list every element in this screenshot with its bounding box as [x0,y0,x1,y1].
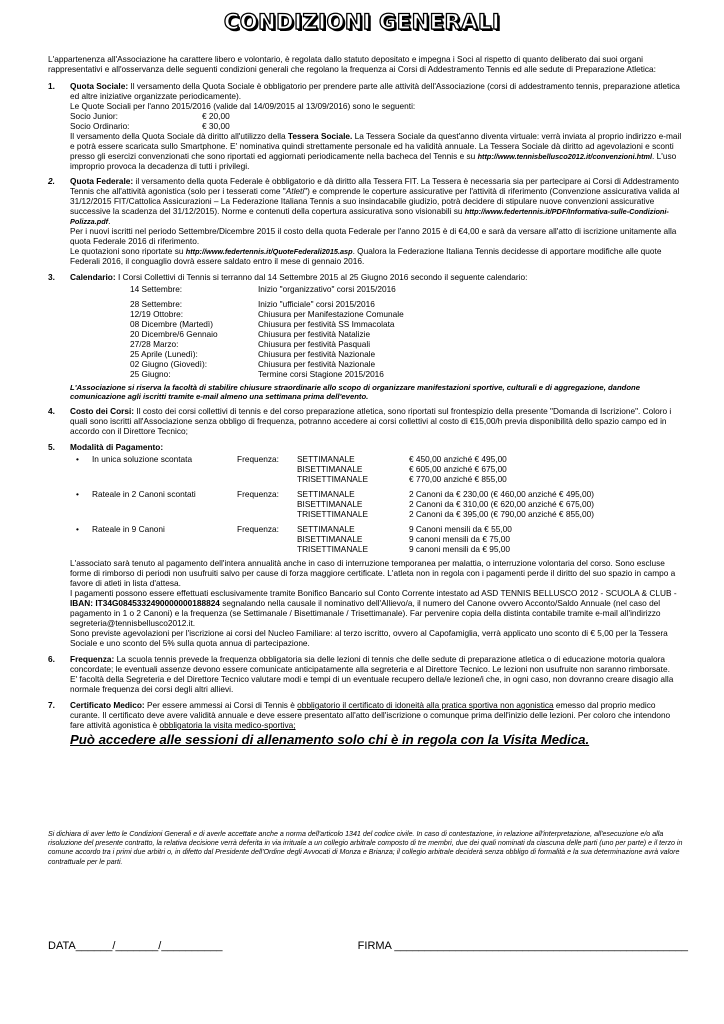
fee-row-junior [70,112,686,122]
bullet-icon: • [76,523,79,534]
payment-period: TRISETTIMANALE [297,543,368,554]
payment-period: BISETTIMANALE [297,498,363,509]
section-paragraph [70,655,686,675]
calendar-desc: Chiusura per Manifestazione Comunale [258,308,404,319]
payment-frequency-label: Frequenza: [237,488,279,499]
section-calendario [48,273,686,401]
bullet-icon: • [76,453,79,464]
calendar-desc: Inizio "ufficiale" corsi 2015/2016 [258,298,375,309]
section-costo-corsi [48,407,686,437]
section-paragraph [70,82,686,102]
signature-field[interactable]: FIRMA ________________________________________________ [357,940,688,952]
payment-amount: € 605,00 anziché € 675,00 [409,463,507,474]
section-paragraph: E' facoltà della Segreteria e del Direttore Tecnico valutare modi e tempi di un eventuale recupero della/e lezione/i che, in ogni caso, non dovranno creare disagio alla normale frequenza dei corsi degli altri allievi. [70,673,674,694]
payment-amount: 9 Canoni mensili da € 55,00 [409,523,512,534]
iban-value: IBAN: IT34G0845332490000000188824 [70,598,220,609]
section-certificato-medico [48,701,686,748]
calendar-desc: Chiusura per festività Natalizie [258,328,371,339]
calendar-row [130,310,686,320]
payment-amounts [409,490,686,520]
payment-period: SETTIMANALE [297,523,355,534]
date-field[interactable]: DATA______/_______/__________ [48,940,223,952]
section-text: emesso dal proprio medico curante. Il certificato deve avere validità annuale e deve essere presentato all'atto dell'iscrizione o comunque prima dell'inizio delle lezioni. Per coloro che intendono fare attività agonistica è [70,699,671,730]
calendar-row [130,340,686,350]
section-heading: Costo dei Corsi: [70,406,135,417]
calendar-date: 12/19 Ottobre: [130,308,184,319]
calendar-desc: Inizio "organizzativo" corsi 2015/2016 [258,284,396,295]
payment-amount: € 770,00 anziché € 855,00 [409,473,507,484]
section-text: Le quotazioni sono riportate su [70,246,186,257]
section-quota-federale [48,177,686,267]
section-paragraph [70,407,686,437]
payment-amount: 9 canoni mensili da € 75,00 [409,533,511,544]
section-heading: Certificato Medico: [70,699,145,710]
section-paragraph [70,443,686,453]
payment-frequency-label: Frequenza: [237,453,279,464]
section-paragraph [70,177,686,227]
calendar-table [130,285,686,380]
section-number: 6. [48,654,55,665]
calendar-date: 25 Aprile (Lunedì): [130,348,198,359]
legal-declaration: Si dichiara di aver letto le Condizioni Generali e di averle accettate anche a norma dell'articolo 1341 del codice civile. In caso di contestazione, in relazione all'interpretazione, all'esecuzione e/o alla risoluzione del presente contratto, la relativa decisione verrà deferita in via irrituale a un collegio arbitrale composto di tre membri, due dei quali nominati da ciascuna delle parti (uno per parte) e il terzo in comune accordo tra i primi due arbitri o, in difetto dal Presidente dell'Ordine degli Avvocati di Monza e Brianza; il collegio arbitrale deciderà senza obbligo di formalità e la sua determinazione avrà valore contrattuale per le parti. [48,830,683,866]
section-paragraph [70,701,686,731]
fee-value: € 30,00 [202,120,230,131]
section-paragraph [70,589,686,629]
payment-periods [297,490,409,520]
section-heading: Frequenza: [70,654,115,665]
document-title: CONDIZIONI GENERALI [223,10,501,34]
section-number: 7. [48,699,55,710]
calendar-date: 25 Giugno: [130,368,171,379]
payment-period: TRISETTIMANALE [297,473,368,484]
section-text: La scuola tennis prevede la frequenza obbligatoria sia delle lezioni di tennis che delle sedute di preparazione atletica o di educazione motoria qualora concordate; le eventuali assenze devono essere comunicate anticipatamente alla segreteria e al Direttore Tecnico. Le lezioni non usufruite non saranno rimborsate. [70,654,670,674]
quote-federali-link[interactable]: http://www.federtennis.it/QuoteFederali2015.asp [185,247,353,257]
section-text-emphasis: Atleti [285,186,305,197]
payment-period: TRISETTIMANALE [297,508,368,519]
section-text: Il versamento della Quota Sociale dà diritto all'utilizzo della [70,130,288,141]
calendar-desc: Chiusura per festività SS Immacolata [258,318,395,329]
calendar-row [130,330,686,340]
section-number: 4. [48,406,55,417]
section-text-underlined: obbligatoria la visita medico-sportiva; [159,719,296,730]
section-paragraph [70,273,686,283]
payment-period: SETTIMANALE [297,488,355,499]
calendar-desc: Chiusura per festività Nazionale [258,358,376,369]
fee-value: € 20,00 [202,110,230,121]
fee-label: Socio Junior: [70,110,118,121]
section-text: . L'uso improprio provoca la decadenza di tutti i privilegi. [70,150,677,171]
section-text: ") e comprende le coperture assicurative per l'attività di riferimento (Convenzione assicurativa valida al 31/12/2015 FIT/Cattolica Assicurazioni – La Federazione Italiana Tennis a suo insindacabile giudizio, potrà decidere di stipulare nuove convenzioni assicurative successive la scadenza del 31/12/2015). Norme e contenuti della copertura assicurativa sono visionabili su [70,186,680,217]
section-heading: Quota Federale: [70,176,134,187]
calendar-desc: Termine corsi Stagione 2015/2016 [258,368,384,379]
calendar-date: 28 Settembre: [130,298,183,309]
convenzioni-link[interactable]: http://www.tennisbellusco2012.it/convenzioni.html [477,151,653,161]
section-text: I Corsi Collettivi di Tennis si terranno dal 14 Settembre 2015 al 25 Giugno 2016 secondo il seguente calendario: [115,272,528,283]
section-modalita-pagamento [48,443,686,649]
bullet-icon: • [76,488,79,499]
section-paragraph: L'associato sarà tenuto al pagamento dell'intera annualità anche in caso di interruzione temporanea per malattia, o interruzione volontaria del corso. Sono escluse forme di rimborso di periodi non usufruiti salvo per cause di forza maggiore certificate. L'atleta non in regola con i pagamenti perde il diritto del suo spazio in campo a favore di atleti in lista d'attesa. [70,558,676,589]
section-text: . Qualora la Federazione Italiana Tennis decidesse di apportare modifiche alle quote Federali 2016, il conguaglio dovrà essere saldato entro il mese di gennaio 2016. [70,246,662,267]
calendar-date: 14 Settembre: [130,284,183,295]
section-paragraph [70,247,686,267]
section-paragraph: Per i nuovi iscritti nel periodo Settembre/Dicembre 2015 il costo della quota Federale per l'anno 2015 è di €4,00 e sarà da versare all'atto di iscrizione unitamente alla quota Federale 2016 di riferimento. [70,226,677,247]
payment-period: SETTIMANALE [297,453,355,464]
polizza-link[interactable]: http://www.federtennis.it/PDF/Informativa-sulle-Condizioni-Polizza.pdf [70,207,669,227]
section-heading: Quota Sociale: [70,80,129,91]
section-heading: Modalità di Pagamento: [70,441,164,452]
payment-option-unica [70,455,686,485]
payment-amount: 2 Canoni da € 310,00 (€ 620,00 anziché € 675,00) [409,498,594,509]
section-text: Il costo dei corsi collettivi di tennis e del corso preparazione atletica, sono riportati sul frontespizio della presente "Domanda di Iscrizione". Coloro i quali sono iscritti all'Associazione senza obbligo di frequenza, potranno accedere ai corsi collettivi al costo di €15,00/h previa disponibilità dello spazio campo ed in accordo con il Direttore Tecnico; [70,406,672,436]
section-paragraph [70,132,686,172]
calendar-date: 27/28 Marzo: [130,338,179,349]
signature-area [48,940,688,953]
section-text: Il versamento della Quota Sociale è obbligatorio per prendere parte alle attività dell'Associazione (corsi di addestramento tennis, preparazione atletica ed altre iniziative organizzate periodicamente). [70,80,680,101]
tessera-sociale-label: Tessera Sociale. [287,130,353,141]
payment-amount: 2 Canoni da € 395,00 (€ 790,00 anziché € 855,00) [409,508,594,519]
payment-option-2-canoni [70,490,686,520]
payment-amount: € 450,00 anziché € 495,00 [409,453,507,464]
section-text: Per essere ammessi ai Corsi di Tennis è [144,699,298,710]
payment-option-label: Rateale in 2 Canoni scontati [92,488,196,499]
section-paragraph: Le Quote Sociali per l'anno 2015/2016 (valide dal 14/09/2015 al 13/09/2016) sono le seguenti: [70,100,416,111]
payment-amount: 2 Canoni da € 230,00 (€ 460,00 anziché € 495,00) [409,488,594,499]
section-text: il versamento della quota Federale è obbligatorio e dà diritto alla Tessera FIT. La Tessera è necessaria sia per partecipare ai Corsi di Addestramento Tennis che all'attività agonistica (solo per i tesserati come " [70,176,679,197]
calendar-note: L'Associazione si riserva la facoltà di stabilire chiusure straordinarie allo scopo di organizzare manifestazioni sportive, culturali e di aggregazione, dandone comunicazione agli iscritti tramite e-mail almeno una settimana prima dell'evento. [70,382,641,401]
section-text: . [108,216,111,227]
calendar-desc: Chiusura per festività Nazionale [258,348,376,359]
payment-options [70,455,686,555]
calendar-date: 02 Giugno (Giovedì): [130,358,208,369]
calendar-row [130,285,686,295]
fee-label: Socio Ordinario: [70,120,130,131]
section-quota-sociale [48,82,686,172]
calendar-date: 08 Dicembre (Martedì) [130,318,213,329]
section-frequenza [48,655,686,695]
payment-amount: 9 canoni mensili da € 95,00 [409,543,511,554]
section-text: segnalando nella causale il nominativo dell'Allievo/a, il numero del Canone ovvero Acconto/Saldo Annuale (nel caso del pagamento in 1 o 2 Canoni) e la frequenza (se Settimanale / Bisettimanale / Trisettimanale). Far pervenire copia della distinta contabile tramite e-mail all'indirizzo segreteria@tennisbellusco2012.it. [70,598,661,629]
medical-visit-notice: Può accedere alle sessioni di allenamento solo chi è in regola con la Visita Medica. [70,731,590,747]
calendar-desc: Chiusura per festività Pasquali [258,338,371,349]
calendar-row [130,300,686,310]
payment-option-label: Rateale in 9 Canoni [92,523,165,534]
section-number: 5. [48,441,55,452]
section-text: I pagamenti possono essere effettuati esclusivamente tramite Bonifico Bancario sul Conto Corrente intestato ad ASD TENNIS BELLUSCO 2012 - SCUOLA & CLUB - [70,588,677,599]
payment-periods [297,525,409,555]
payment-period: BISETTIMANALE [297,463,363,474]
payment-option-9-canoni [70,525,686,555]
calendar-row [130,370,686,380]
payment-period: BISETTIMANALE [297,533,363,544]
calendar-date: 20 Dicembre/6 Gennaio [130,328,218,339]
payment-amounts [409,525,686,555]
calendar-row [130,350,686,360]
section-number: 1. [48,80,55,91]
section-number: 3. [48,272,55,283]
calendar-row [130,360,686,370]
payment-option-label: In unica soluzione scontata [92,453,193,464]
intro-paragraph: L'appartenenza all'Associazione ha carattere libero e volontario, è regolata dallo statuto depositato e impegna i Soci al rispetto di quanto deliberato dai suoi organi rappresentativi e all'osservanza delle seguenti condizioni generali che regolano la frequenza ai Corsi di Addestramento Tennis ed alle sedute di Preparazione Atletica: [48,54,656,74]
section-number: 2. [48,176,55,187]
section-text: La Tessera Sociale da quest'anno diventa virtuale: verrà inviata al proprio indirizzo e-mail e potrà essere scaricata sullo Smartphone. E' nominativa quindi strettamente personale ed ha validità annuale. La Tessera Sociale dà diritto ad agevolazioni e sconti presso gli esercizi convenzionati che sono riportati ed aggiornati periodicamente nella bacheca del Tennis e su [70,130,682,161]
payment-amounts [409,455,686,485]
payment-periods [297,455,409,485]
document-body [48,55,686,754]
section-heading: Calendario: [70,272,116,283]
section-paragraph: Sono previste agevolazioni per l'iscrizione ai corsi del Nucleo Familiare: al terzo iscritto, ovvero al Capofamiglia, verrà applicato uno sconto di € 5,00 per la Tessera Sociale e uno sconto del 5% sulla quota annua di partecipazione. [70,628,668,649]
section-text-underlined: obbligatorio il certificato di idoneità alla pratica sportiva non agonistica [297,699,554,710]
payment-frequency-label: Frequenza: [237,523,279,534]
